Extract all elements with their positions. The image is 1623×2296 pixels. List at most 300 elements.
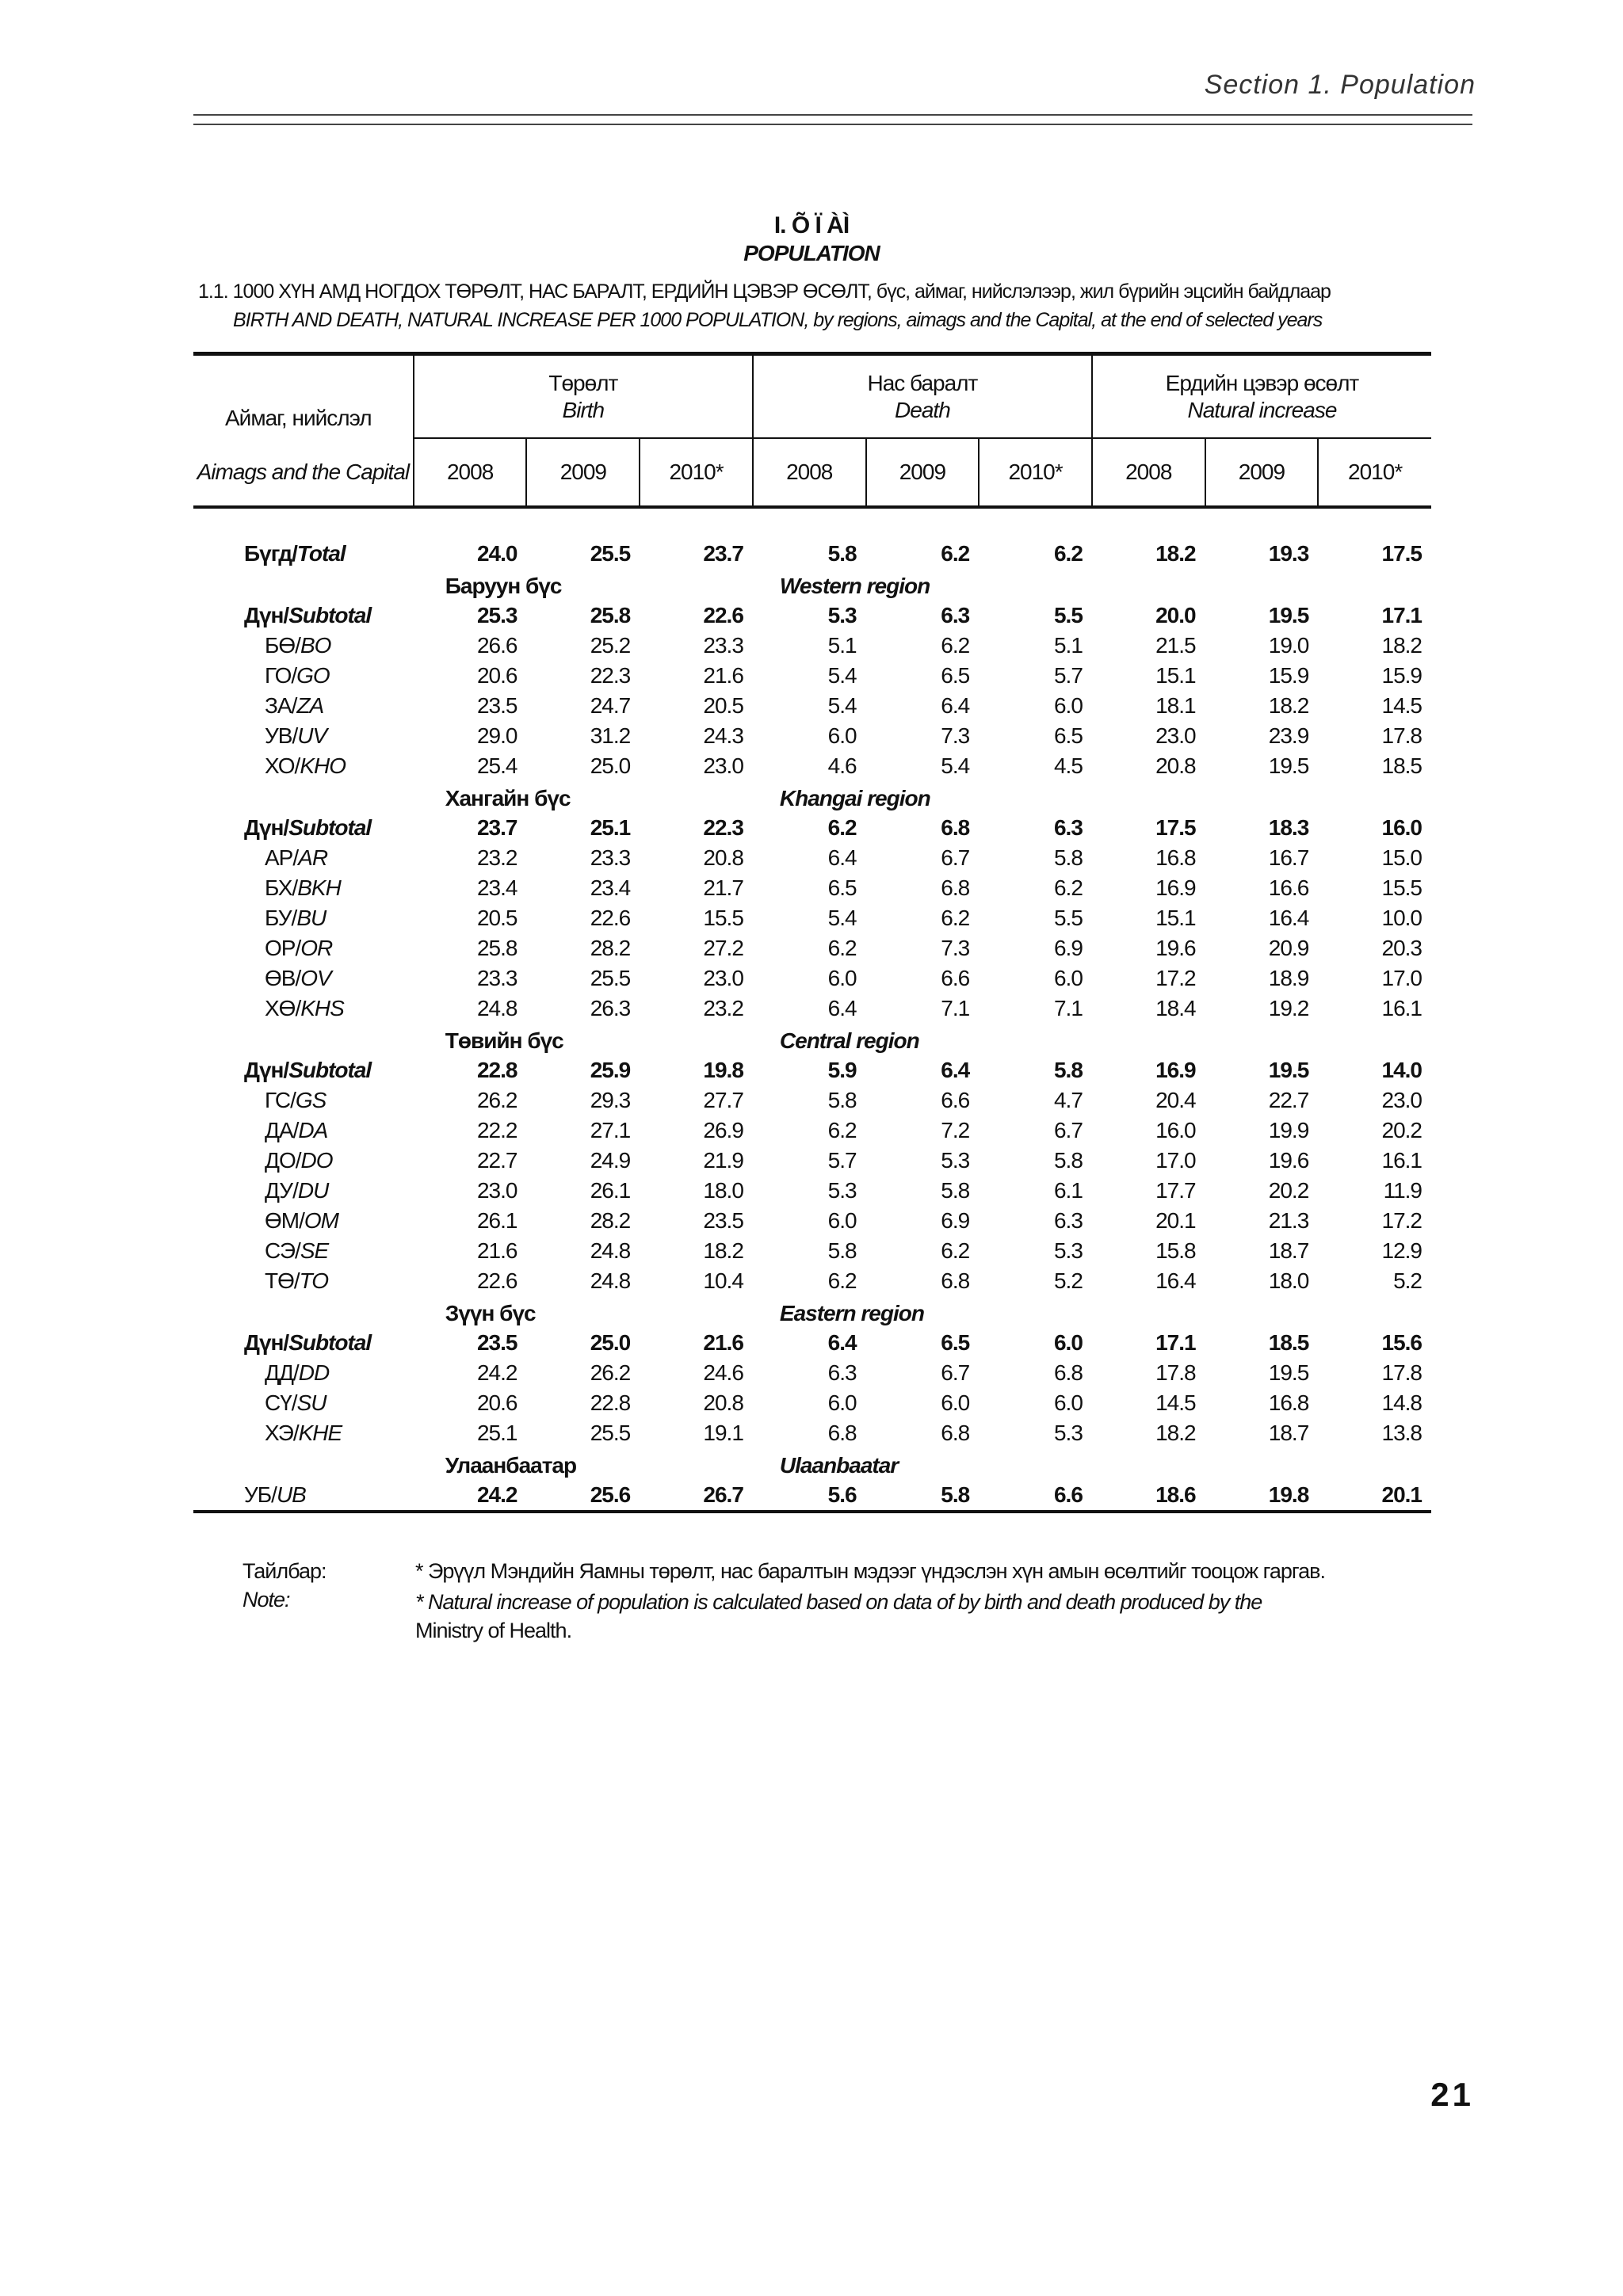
value-cell: 28.2 <box>590 936 631 960</box>
value-cell: 18.3 <box>1268 815 1309 840</box>
value-cell: 25.1 <box>476 1421 517 1445</box>
value-cell: 7.3 <box>941 936 970 960</box>
year-header: 2008 <box>753 438 866 507</box>
note-label: Тайлбар: <box>242 1559 327 1583</box>
value-cell: 5.4 <box>827 906 857 930</box>
value-cell: 17.8 <box>1381 1360 1422 1385</box>
value-cell: 6.6 <box>941 1088 970 1112</box>
value-cell: 6.0 <box>827 966 857 990</box>
value-cell: 5.2 <box>1393 1268 1422 1293</box>
row-label: Дүн/Subtotal <box>244 815 372 840</box>
spacer <box>193 569 414 601</box>
value-cell: 23.3 <box>590 845 631 870</box>
value-cell: 22.3 <box>590 663 631 688</box>
value-cell: 23.0 <box>476 1178 517 1203</box>
value-cell: 17.1 <box>1155 1330 1196 1355</box>
row-label: ДО/DO <box>265 1148 333 1173</box>
year-header: 2009 <box>1205 438 1319 507</box>
value-cell: 15.1 <box>1155 906 1196 930</box>
value-cell: 22.8 <box>590 1390 631 1415</box>
subtotal-row <box>193 601 1431 631</box>
data-table <box>193 352 1431 1513</box>
value-cell: 6.0 <box>1053 1330 1083 1355</box>
value-cell: 14.5 <box>1381 693 1422 718</box>
table-body <box>193 507 1431 1512</box>
value-cell: 23.4 <box>590 875 631 900</box>
row-label: ХЭ/KHE <box>265 1421 342 1445</box>
value-cell: 5.4 <box>827 693 857 718</box>
value-cell: 17.2 <box>1155 966 1196 990</box>
value-cell: 6.2 <box>1053 541 1083 566</box>
table-row <box>193 1116 1431 1146</box>
row-label: ТӨ/TO <box>265 1268 329 1293</box>
region-name-en: Western region <box>779 574 930 598</box>
value-cell: 22.8 <box>476 1058 517 1082</box>
value-cell: 6.8 <box>941 815 970 840</box>
value-cell: 17.0 <box>1381 966 1422 990</box>
value-cell: 23.0 <box>1381 1088 1422 1112</box>
value-cell: 25.1 <box>590 815 631 840</box>
value-cell: 15.9 <box>1381 663 1422 688</box>
value-cell: 21.7 <box>703 875 743 900</box>
table-row <box>193 963 1431 994</box>
value-cell: 5.5 <box>1053 906 1083 930</box>
value-cell: 5.8 <box>1053 845 1083 870</box>
value-cell: 12.9 <box>1381 1238 1422 1263</box>
value-cell: 16.6 <box>1268 875 1309 900</box>
value-cell: 18.2 <box>1155 1421 1196 1445</box>
header-rule <box>193 114 1472 116</box>
value-cell: 20.4 <box>1155 1088 1196 1112</box>
table-row <box>193 661 1431 691</box>
value-cell: 23.0 <box>703 753 743 778</box>
value-cell: 6.7 <box>941 845 970 870</box>
value-cell: 6.1 <box>1053 1178 1083 1203</box>
value-cell: 17.5 <box>1381 541 1422 566</box>
subtotal-row <box>193 1055 1431 1085</box>
row-label: БӨ/BO <box>265 633 331 658</box>
row-label: УВ/UV <box>265 723 327 748</box>
value-cell: 6.0 <box>1053 693 1083 718</box>
value-cell: 5.9 <box>827 1058 857 1082</box>
value-cell: 6.8 <box>941 1421 970 1445</box>
table-row <box>193 933 1431 963</box>
value-cell: 6.0 <box>941 1390 970 1415</box>
value-cell: 6.2 <box>827 1118 857 1142</box>
table-row <box>193 691 1431 721</box>
value-cell: 15.8 <box>1155 1238 1196 1263</box>
value-cell: 6.8 <box>941 875 970 900</box>
value-cell: 19.3 <box>1268 541 1309 566</box>
row-label: ДД/DD <box>265 1360 330 1385</box>
value-cell: 16.9 <box>1155 1058 1196 1082</box>
value-cell: 16.9 <box>1155 875 1196 900</box>
value-cell: 18.5 <box>1381 753 1422 778</box>
value-cell: 15.0 <box>1381 845 1422 870</box>
value-cell: 16.1 <box>1381 1148 1422 1173</box>
table-row <box>193 1236 1431 1266</box>
value-cell: 6.2 <box>941 1238 970 1263</box>
value-cell: 15.1 <box>1155 663 1196 688</box>
value-cell: 19.1 <box>703 1421 743 1445</box>
value-cell: 20.5 <box>703 693 743 718</box>
table-row <box>193 1085 1431 1116</box>
value-cell: 25.0 <box>590 753 631 778</box>
value-cell: 6.4 <box>941 1058 970 1082</box>
column-label: Аймаг, нийслэл <box>193 354 414 439</box>
table-row <box>193 873 1431 903</box>
value-cell: 25.2 <box>590 633 631 658</box>
value-cell: 5.8 <box>1053 1148 1083 1173</box>
value-cell: 16.4 <box>1268 906 1309 930</box>
header-rule <box>193 124 1472 125</box>
table-title-en: BIRTH AND DEATH, NATURAL INCREASE PER 1000 POPULATION, by regions, aimags and the Capital, at the end of selected years <box>233 309 1323 331</box>
value-cell: 7.2 <box>941 1118 970 1142</box>
table-row <box>193 1388 1431 1418</box>
value-cell: 6.8 <box>1053 1360 1083 1385</box>
value-cell: 23.0 <box>703 966 743 990</box>
value-cell: 26.6 <box>476 633 517 658</box>
value-cell: 4.5 <box>1053 753 1083 778</box>
value-cell: 29.0 <box>476 723 517 748</box>
value-cell: 19.6 <box>1268 1148 1309 1173</box>
value-cell: 18.1 <box>1155 693 1196 718</box>
table-row <box>193 903 1431 933</box>
value-cell: 6.2 <box>827 1268 857 1293</box>
value-cell: 20.2 <box>1381 1118 1422 1142</box>
group-header-natural-increase: Ердийн цэвэр өсөлт Natural increase <box>1092 354 1431 439</box>
value-cell: 5.3 <box>1053 1238 1083 1263</box>
value-cell: 27.7 <box>703 1088 743 1112</box>
value-cell: 22.7 <box>1268 1088 1309 1112</box>
spacer <box>193 1296 414 1328</box>
note-text-en: * Natural increase of population is calculated based on data of by birth and death produced by the Ministry of Health. <box>415 1590 1262 1642</box>
value-cell: 26.2 <box>590 1360 631 1385</box>
value-cell: 18.9 <box>1268 966 1309 990</box>
value-cell: 23.5 <box>703 1208 743 1233</box>
value-cell: 6.7 <box>1053 1118 1083 1142</box>
value-cell: 18.7 <box>1268 1238 1309 1263</box>
table-row <box>193 1206 1431 1236</box>
value-cell: 17.2 <box>1381 1208 1422 1233</box>
value-cell: 22.6 <box>703 603 743 627</box>
year-header: 2009 <box>866 438 980 507</box>
value-cell: 27.1 <box>590 1118 631 1142</box>
value-cell: 6.3 <box>1053 1208 1083 1233</box>
row-label: ГС/GS <box>265 1088 327 1112</box>
region-name: Хангайн бүс <box>445 786 571 810</box>
value-cell: 20.8 <box>703 845 743 870</box>
value-cell: 19.0 <box>1268 633 1309 658</box>
row-label: ӨВ/OV <box>265 966 331 990</box>
value-cell: 19.6 <box>1155 936 1196 960</box>
value-cell: 23.5 <box>476 1330 517 1355</box>
value-cell: 6.5 <box>941 663 970 688</box>
value-cell: 24.6 <box>703 1360 743 1385</box>
row-label: ДА/DA <box>265 1118 328 1142</box>
value-cell: 22.6 <box>590 906 631 930</box>
value-cell: 25.3 <box>476 603 517 627</box>
value-cell: 6.5 <box>1053 723 1083 748</box>
value-cell: 22.3 <box>703 815 743 840</box>
chapter-title: I. Õ Ï ÀÌ <box>773 212 850 238</box>
value-cell: 17.5 <box>1155 815 1196 840</box>
value-cell: 15.5 <box>1381 875 1422 900</box>
value-cell: 6.2 <box>941 541 970 566</box>
value-cell: 16.0 <box>1381 815 1422 840</box>
row-label: ЗА/ZA <box>265 693 324 718</box>
value-cell: 6.3 <box>827 1360 857 1385</box>
year-header: 2008 <box>414 438 527 507</box>
subtotal-row <box>193 813 1431 843</box>
value-cell: 5.7 <box>827 1148 857 1173</box>
value-cell: 16.0 <box>1155 1118 1196 1142</box>
year-header: 2008 <box>1092 438 1205 507</box>
table-row <box>193 631 1431 661</box>
year-header: 2010* <box>1318 438 1431 507</box>
value-cell: 5.8 <box>866 1480 980 1512</box>
region-name: Зүүн бүс <box>445 1301 536 1325</box>
value-cell: 25.5 <box>590 966 631 990</box>
region-name-en: Eastern region <box>779 1301 924 1325</box>
value-cell: 6.2 <box>941 906 970 930</box>
value-cell: 7.1 <box>1053 996 1083 1020</box>
year-header: 2010* <box>979 438 1092 507</box>
value-cell: 25.8 <box>476 936 517 960</box>
value-cell: 26.3 <box>590 996 631 1020</box>
value-cell: 6.5 <box>827 875 857 900</box>
value-cell: 19.9 <box>1268 1118 1309 1142</box>
value-cell: 21.3 <box>1268 1208 1309 1233</box>
value-cell: 16.1 <box>1381 996 1422 1020</box>
value-cell: 6.5 <box>941 1330 970 1355</box>
column-label-en: Aimags and the Capital <box>193 438 414 507</box>
spacer <box>193 1024 414 1055</box>
total-row <box>193 539 1431 569</box>
value-cell: 27.2 <box>703 936 743 960</box>
value-cell: 24.8 <box>590 1238 631 1263</box>
value-cell: 5.2 <box>1053 1268 1083 1293</box>
value-cell: 20.3 <box>1381 936 1422 960</box>
row-label: ӨМ/OM <box>265 1208 338 1233</box>
region-name: Баруун бүс <box>445 574 562 598</box>
row-label: ХӨ/KHS <box>265 996 344 1020</box>
value-cell: 26.9 <box>703 1118 743 1142</box>
value-cell: 5.8 <box>1053 1058 1083 1082</box>
value-cell: 6.9 <box>1053 936 1083 960</box>
value-cell: 25.0 <box>590 1330 631 1355</box>
value-cell: 21.6 <box>703 663 743 688</box>
value-cell: 19.2 <box>1268 996 1309 1020</box>
value-cell: 26.7 <box>640 1480 753 1512</box>
value-cell: 23.4 <box>476 875 517 900</box>
value-cell: 23.2 <box>476 845 517 870</box>
value-cell: 5.3 <box>1053 1421 1083 1445</box>
value-cell: 24.7 <box>590 693 631 718</box>
value-cell: 16.8 <box>1155 845 1196 870</box>
value-cell: 17.7 <box>1155 1178 1196 1203</box>
value-cell: 20.9 <box>1268 936 1309 960</box>
row-label: Дүн/Subtotal <box>244 1058 372 1082</box>
value-cell: 26.1 <box>476 1208 517 1233</box>
spacer <box>193 781 414 813</box>
region-header <box>193 1024 1431 1055</box>
value-cell: 15.6 <box>1381 1330 1422 1355</box>
note-text: * Эрүүл Мэндийн Яамны төрөлт, нас баралтын мэдээг үндэслэн хүн амын өсөлтийг тооцож гаргав. <box>415 1559 1326 1583</box>
value-cell: 23.3 <box>703 633 743 658</box>
value-cell: 15.5 <box>703 906 743 930</box>
value-cell: 16.7 <box>1268 845 1309 870</box>
value-cell: 6.4 <box>941 693 970 718</box>
year-header: 2010* <box>640 438 753 507</box>
value-cell: 20.1 <box>1155 1208 1196 1233</box>
value-cell: 19.5 <box>1268 1058 1309 1082</box>
value-cell: 23.2 <box>703 996 743 1020</box>
value-cell: 19.5 <box>1268 1360 1309 1385</box>
value-cell: 26.2 <box>476 1088 517 1112</box>
value-cell: 6.2 <box>827 815 857 840</box>
table-row <box>193 751 1431 781</box>
row-label: БХ/BKH <box>265 875 341 900</box>
value-cell: 5.8 <box>827 1238 857 1263</box>
value-cell: 6.3 <box>1053 815 1083 840</box>
value-cell: 18.0 <box>703 1178 743 1203</box>
value-cell: 6.8 <box>941 1268 970 1293</box>
value-cell: 14.8 <box>1381 1390 1422 1415</box>
value-cell: 26.1 <box>590 1178 631 1203</box>
region-name: Төвийн бүс <box>445 1028 563 1053</box>
value-cell: 6.8 <box>827 1421 857 1445</box>
value-cell: 6.0 <box>827 1390 857 1415</box>
value-cell: 23.7 <box>703 541 743 566</box>
value-cell: 18.2 <box>703 1238 743 1263</box>
value-cell: 20.5 <box>476 906 517 930</box>
year-header: 2009 <box>526 438 640 507</box>
row-label: Дүн/Subtotal <box>244 603 372 627</box>
row-label: БУ/BU <box>265 906 327 930</box>
value-cell: 23.0 <box>1155 723 1196 748</box>
value-cell: 20.1 <box>1318 1480 1431 1512</box>
value-cell: 20.2 <box>1268 1178 1309 1203</box>
value-cell: 24.2 <box>476 1360 517 1385</box>
value-cell: 13.8 <box>1381 1421 1422 1445</box>
group-header-death: Нас баралт Death <box>753 354 1092 439</box>
value-cell: 18.4 <box>1155 996 1196 1020</box>
row-label: ХО/KHO <box>265 753 346 778</box>
region-header <box>193 569 1431 601</box>
subtotal-row <box>193 1328 1431 1358</box>
value-cell: 5.8 <box>827 1088 857 1112</box>
value-cell: 14.0 <box>1381 1058 1422 1082</box>
value-cell: 6.0 <box>827 1208 857 1233</box>
value-cell: 25.4 <box>476 753 517 778</box>
group-header-birth: Төрөлт Birth <box>414 354 753 439</box>
value-cell: 21.6 <box>476 1238 517 1263</box>
value-cell: 6.9 <box>941 1208 970 1233</box>
value-cell: 19.8 <box>703 1058 743 1082</box>
value-cell: 22.7 <box>476 1148 517 1173</box>
value-cell: 5.4 <box>827 663 857 688</box>
value-cell: 6.2 <box>827 936 857 960</box>
value-cell: 5.8 <box>827 541 857 566</box>
value-cell: 6.4 <box>827 1330 857 1355</box>
region-header <box>193 781 1431 813</box>
value-cell: 4.6 <box>827 753 857 778</box>
value-cell: 17.0 <box>1155 1148 1196 1173</box>
value-cell: 25.5 <box>590 1421 631 1445</box>
page-number: 21 <box>1430 2076 1474 2113</box>
value-cell: 15.9 <box>1268 663 1309 688</box>
value-cell: 18.6 <box>1092 1480 1205 1512</box>
capital-row <box>193 1480 1431 1512</box>
value-cell: 24.3 <box>703 723 743 748</box>
value-cell: 5.7 <box>1053 663 1083 688</box>
row-label: Бүгд/Total <box>244 541 346 566</box>
value-cell: 18.2 <box>1155 541 1196 566</box>
value-cell: 23.7 <box>476 815 517 840</box>
value-cell: 19.8 <box>1205 1480 1319 1512</box>
value-cell: 21.5 <box>1155 633 1196 658</box>
value-cell: 6.3 <box>941 603 970 627</box>
value-cell: 6.2 <box>941 633 970 658</box>
value-cell: 16.4 <box>1155 1268 1196 1293</box>
value-cell: 24.8 <box>590 1268 631 1293</box>
value-cell: 28.2 <box>590 1208 631 1233</box>
region-name-en: Khangai region <box>779 786 930 810</box>
value-cell: 5.3 <box>941 1148 970 1173</box>
table-row <box>193 721 1431 751</box>
value-cell: 5.8 <box>941 1178 970 1203</box>
table-row <box>193 1418 1431 1448</box>
row-label: УБ/UB <box>193 1480 414 1512</box>
value-cell: 29.3 <box>590 1088 631 1112</box>
value-cell: 20.8 <box>703 1390 743 1415</box>
value-cell: 18.5 <box>1268 1330 1309 1355</box>
value-cell: 6.4 <box>827 996 857 1020</box>
table-row <box>193 1146 1431 1176</box>
value-cell: 5.6 <box>753 1480 866 1512</box>
region-header <box>193 1296 1431 1328</box>
value-cell: 6.6 <box>941 966 970 990</box>
section-header: Section 1. Population <box>1204 70 1476 100</box>
value-cell: 20.0 <box>1155 603 1196 627</box>
value-cell: 17.8 <box>1381 723 1422 748</box>
value-cell: 5.3 <box>827 1178 857 1203</box>
value-cell: 14.5 <box>1155 1390 1196 1415</box>
value-cell: 20.6 <box>476 663 517 688</box>
table-row <box>193 843 1431 873</box>
table-row <box>193 1266 1431 1296</box>
value-cell: 20.6 <box>476 1390 517 1415</box>
row-label: Дүн/Subtotal <box>244 1330 372 1355</box>
spacer-row <box>193 507 1431 539</box>
value-cell: 7.3 <box>941 723 970 748</box>
table-row <box>193 1176 1431 1206</box>
value-cell: 19.5 <box>1268 603 1309 627</box>
spacer <box>193 1448 414 1480</box>
value-cell: 6.0 <box>827 723 857 748</box>
value-cell: 16.8 <box>1268 1390 1309 1415</box>
value-cell: 5.4 <box>941 753 970 778</box>
value-cell: 22.6 <box>476 1268 517 1293</box>
value-cell: 21.6 <box>703 1330 743 1355</box>
value-cell: 25.9 <box>590 1058 631 1082</box>
region-name-en: Ulaanbaatar <box>779 1453 899 1478</box>
table-row <box>193 1358 1431 1388</box>
value-cell: 19.5 <box>1268 753 1309 778</box>
value-cell: 18.0 <box>1268 1268 1309 1293</box>
value-cell: 23.5 <box>476 693 517 718</box>
